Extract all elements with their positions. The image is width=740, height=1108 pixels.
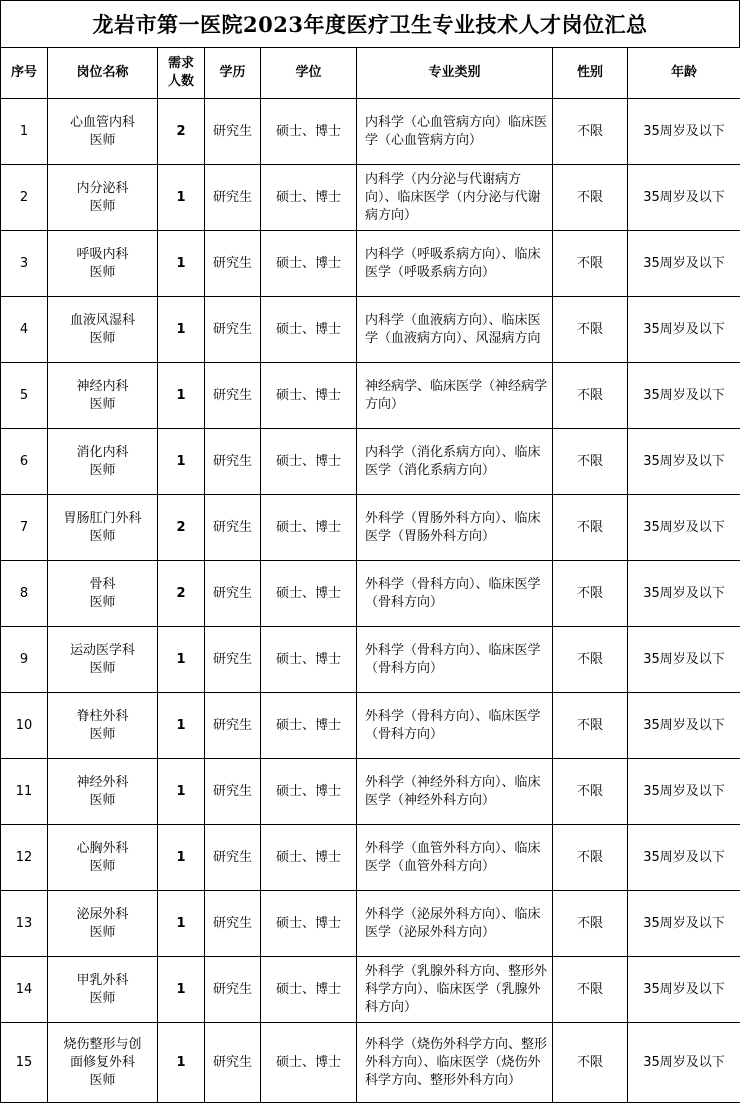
position-line: 烧伤整形与创 — [63, 1036, 142, 1052]
cell-age: 35周岁及以下 — [628, 1023, 740, 1103]
cell-education: 研究生 — [205, 363, 261, 429]
cell-education: 研究生 — [205, 429, 261, 495]
cell-gender: 不限 — [553, 759, 628, 825]
position-line: 医师 — [89, 528, 116, 544]
cell-degree: 硕士、博士 — [261, 561, 357, 627]
cell-need: 2 — [158, 99, 205, 165]
header-row — [1, 48, 740, 99]
header-need-line1: 需求 — [167, 56, 194, 71]
cell-need: 1 — [158, 693, 205, 759]
cell-seq: 12 — [1, 825, 48, 891]
table-row — [1, 891, 740, 957]
position-line: 胃肠肛门外科 — [63, 510, 142, 526]
cell-degree: 硕士、博士 — [261, 297, 357, 363]
cell-major: 外科学（骨科方向）、临床医学（骨科方向） — [357, 561, 553, 627]
header-gender: 性别 — [553, 48, 628, 99]
cell-gender: 不限 — [553, 825, 628, 891]
cell-gender: 不限 — [553, 1023, 628, 1103]
position-line: 医师 — [89, 132, 116, 148]
cell-education: 研究生 — [205, 1023, 261, 1103]
cell-education: 研究生 — [205, 495, 261, 561]
table-row — [1, 627, 740, 693]
cell-gender: 不限 — [553, 561, 628, 627]
cell-seq: 4 — [1, 297, 48, 363]
cell-position — [48, 297, 158, 363]
cell-age: 35周岁及以下 — [628, 429, 740, 495]
cell-seq: 8 — [1, 561, 48, 627]
cell-need: 1 — [158, 231, 205, 297]
table-row — [1, 495, 740, 561]
header-major: 专业类别 — [357, 48, 553, 99]
cell-position — [48, 99, 158, 165]
table-row — [1, 1023, 740, 1103]
cell-major: 外科学（骨科方向）、临床医学（骨科方向） — [357, 627, 553, 693]
cell-position — [48, 957, 158, 1023]
position-line: 运动医学科 — [69, 642, 135, 658]
position-line: 医师 — [89, 1072, 116, 1088]
cell-age: 35周岁及以下 — [628, 957, 740, 1023]
cell-education: 研究生 — [205, 693, 261, 759]
cell-education: 研究生 — [205, 165, 261, 231]
cell-need: 2 — [158, 495, 205, 561]
cell-need: 1 — [158, 957, 205, 1023]
cell-seq: 6 — [1, 429, 48, 495]
cell-seq: 15 — [1, 1023, 48, 1103]
position-line: 甲乳外科 — [76, 972, 129, 988]
cell-seq: 13 — [1, 891, 48, 957]
cell-major: 外科学（烧伤外科学方向、整形外科方向）、临床医学（烧伤外科学方向、整形外科方向） — [357, 1023, 553, 1103]
cell-need: 2 — [158, 561, 205, 627]
position-line: 面修复外科 — [69, 1054, 135, 1070]
cell-age: 35周岁及以下 — [628, 363, 740, 429]
cell-major: 内科学（消化系病方向）、临床医学（消化系病方向） — [357, 429, 553, 495]
table-row — [1, 693, 740, 759]
cell-major: 外科学（乳腺外科方向、整形外科学方向）、临床医学（乳腺外科方向） — [357, 957, 553, 1023]
position-line: 医师 — [89, 198, 116, 214]
position-line: 心胸外科 — [76, 840, 129, 856]
position-line: 医师 — [89, 594, 116, 610]
cell-position — [48, 429, 158, 495]
cell-gender: 不限 — [553, 231, 628, 297]
table-row — [1, 297, 740, 363]
header-seq: 序号 — [1, 48, 48, 99]
table-row — [1, 429, 740, 495]
cell-age: 35周岁及以下 — [628, 759, 740, 825]
cell-need: 1 — [158, 165, 205, 231]
cell-position — [48, 825, 158, 891]
cell-major: 内科学（血液病方向）、临床医学（血液病方向）、风湿病方向 — [357, 297, 553, 363]
cell-major: 内科学（呼吸系病方向）、临床医学（呼吸系病方向） — [357, 231, 553, 297]
cell-seq: 10 — [1, 693, 48, 759]
cell-gender: 不限 — [553, 495, 628, 561]
cell-degree: 硕士、博士 — [261, 165, 357, 231]
cell-education: 研究生 — [205, 297, 261, 363]
cell-degree: 硕士、博士 — [261, 495, 357, 561]
cell-seq: 11 — [1, 759, 48, 825]
position-line: 呼吸内科 — [76, 246, 129, 262]
cell-gender: 不限 — [553, 297, 628, 363]
cell-need: 1 — [158, 825, 205, 891]
position-line: 医师 — [89, 924, 116, 940]
position-line: 内分泌科 — [76, 180, 129, 196]
cell-gender: 不限 — [553, 627, 628, 693]
positions-table — [0, 47, 740, 1103]
position-line: 医师 — [89, 792, 116, 808]
cell-gender: 不限 — [553, 429, 628, 495]
table-row — [1, 165, 740, 231]
cell-age: 35周岁及以下 — [628, 561, 740, 627]
position-line: 心血管内科 — [69, 114, 135, 130]
cell-degree: 硕士、博士 — [261, 891, 357, 957]
cell-seq: 9 — [1, 627, 48, 693]
cell-gender: 不限 — [553, 363, 628, 429]
cell-need: 1 — [158, 429, 205, 495]
cell-position — [48, 561, 158, 627]
table-row — [1, 99, 740, 165]
position-line: 医师 — [89, 330, 116, 346]
cell-degree: 硕士、博士 — [261, 693, 357, 759]
cell-education: 研究生 — [205, 627, 261, 693]
header-education: 学历 — [205, 48, 261, 99]
cell-position — [48, 693, 158, 759]
position-line: 医师 — [89, 462, 116, 478]
position-line: 医师 — [89, 990, 116, 1006]
cell-age: 35周岁及以下 — [628, 693, 740, 759]
table-row — [1, 231, 740, 297]
cell-age: 35周岁及以下 — [628, 99, 740, 165]
cell-education: 研究生 — [205, 759, 261, 825]
cell-age: 35周岁及以下 — [628, 891, 740, 957]
position-line: 骨科 — [89, 576, 116, 592]
cell-major: 外科学（泌尿外科方向）、临床医学（泌尿外科方向） — [357, 891, 553, 957]
cell-age: 35周岁及以下 — [628, 495, 740, 561]
cell-need: 1 — [158, 1023, 205, 1103]
header-age: 年龄 — [628, 48, 740, 99]
position-line: 医师 — [89, 858, 116, 874]
position-line: 血液风湿科 — [69, 312, 135, 328]
cell-degree: 硕士、博士 — [261, 99, 357, 165]
header-position: 岗位名称 — [48, 48, 158, 99]
cell-need: 1 — [158, 627, 205, 693]
position-line: 医师 — [89, 396, 116, 412]
page-title: 龙岩市第一医院2023年度医疗卫生专业技术人才岗位汇总 — [0, 0, 740, 47]
cell-gender: 不限 — [553, 99, 628, 165]
cell-seq: 7 — [1, 495, 48, 561]
cell-major: 神经病学、临床医学（神经病学方向） — [357, 363, 553, 429]
cell-education: 研究生 — [205, 891, 261, 957]
position-line: 医师 — [89, 726, 116, 742]
cell-degree: 硕士、博士 — [261, 429, 357, 495]
cell-position — [48, 231, 158, 297]
table-row — [1, 825, 740, 891]
cell-degree: 硕士、博士 — [261, 1023, 357, 1103]
cell-education: 研究生 — [205, 561, 261, 627]
cell-gender: 不限 — [553, 693, 628, 759]
cell-degree: 硕士、博士 — [261, 759, 357, 825]
header-degree: 学位 — [261, 48, 357, 99]
cell-age: 35周岁及以下 — [628, 165, 740, 231]
cell-degree: 硕士、博士 — [261, 231, 357, 297]
position-line: 消化内科 — [76, 444, 129, 460]
header-need-line2: 人数 — [167, 74, 194, 89]
cell-need: 1 — [158, 297, 205, 363]
cell-position — [48, 363, 158, 429]
cell-seq: 2 — [1, 165, 48, 231]
cell-position — [48, 891, 158, 957]
position-line: 泌尿外科 — [76, 906, 129, 922]
position-line: 脊柱外科 — [76, 708, 129, 724]
position-line: 医师 — [89, 660, 116, 676]
cell-gender: 不限 — [553, 891, 628, 957]
cell-gender: 不限 — [553, 165, 628, 231]
cell-major: 外科学（骨科方向）、临床医学（骨科方向） — [357, 693, 553, 759]
cell-position — [48, 1023, 158, 1103]
cell-major: 内科学（心血管病方向）临床医学（心血管病方向） — [357, 99, 553, 165]
cell-seq: 1 — [1, 99, 48, 165]
cell-major: 外科学（神经外科方向）、临床医学（神经外科方向） — [357, 759, 553, 825]
cell-position — [48, 759, 158, 825]
cell-position — [48, 165, 158, 231]
cell-major: 外科学（血管外科方向）、临床医学（血管外科方向） — [357, 825, 553, 891]
cell-position — [48, 495, 158, 561]
position-line: 神经内科 — [76, 378, 129, 394]
position-line: 神经外科 — [76, 774, 129, 790]
cell-need: 1 — [158, 759, 205, 825]
cell-education: 研究生 — [205, 231, 261, 297]
cell-education: 研究生 — [205, 99, 261, 165]
cell-position — [48, 627, 158, 693]
cell-seq: 14 — [1, 957, 48, 1023]
cell-need: 1 — [158, 891, 205, 957]
cell-major: 内科学（内分泌与代谢病方向）、临床医学（内分泌与代谢病方向） — [357, 165, 553, 231]
cell-need: 1 — [158, 363, 205, 429]
table-row — [1, 759, 740, 825]
cell-age: 35周岁及以下 — [628, 825, 740, 891]
cell-education: 研究生 — [205, 957, 261, 1023]
cell-major: 外科学（胃肠外科方向）、临床医学（胃肠外科方向） — [357, 495, 553, 561]
cell-seq: 5 — [1, 363, 48, 429]
cell-seq: 3 — [1, 231, 48, 297]
position-line: 医师 — [89, 264, 116, 280]
cell-degree: 硕士、博士 — [261, 825, 357, 891]
cell-age: 35周岁及以下 — [628, 231, 740, 297]
cell-degree: 硕士、博士 — [261, 363, 357, 429]
cell-degree: 硕士、博士 — [261, 957, 357, 1023]
cell-degree: 硕士、博士 — [261, 627, 357, 693]
cell-age: 35周岁及以下 — [628, 297, 740, 363]
cell-gender: 不限 — [553, 957, 628, 1023]
table-row — [1, 957, 740, 1023]
table-body — [1, 99, 740, 1103]
header-need — [158, 48, 205, 99]
cell-education: 研究生 — [205, 825, 261, 891]
table-row — [1, 363, 740, 429]
table-row — [1, 561, 740, 627]
cell-age: 35周岁及以下 — [628, 627, 740, 693]
